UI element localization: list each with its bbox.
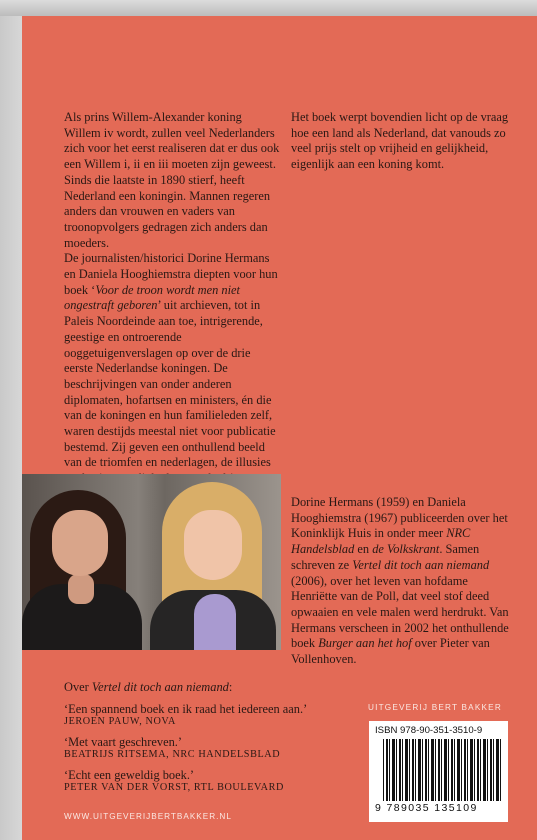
about-heading bbox=[64, 680, 364, 696]
review-quote bbox=[64, 702, 364, 728]
about-book-title: Vertel dit toch aan niemand bbox=[91, 680, 229, 694]
quote-text: ‘Met vaart geschreven.’ bbox=[64, 734, 182, 749]
quote-source: JEROEN PAUW, NOVA bbox=[64, 715, 176, 727]
author-bio bbox=[291, 495, 509, 668]
blurb-column-2 bbox=[291, 110, 509, 173]
book-title: Vertel dit toch aan niemand bbox=[352, 557, 490, 572]
blurb-text: De journalisten/historici Dorine Hermans en Daniela Hooghiemstra diepten voor hun boek ‘ bbox=[64, 251, 278, 297]
quote-text: ‘Echt een geweldig boek.’ bbox=[64, 767, 195, 782]
author-photo bbox=[22, 474, 281, 650]
blurb-text: ’ uit archieven, tot in Paleis Noordeinde aan toe, intrigerende, geestige en ontroerende ooggetuigenverslagen op over de drie eerste Nederlandse koningen. De beschrijvingen van onder anderen diplomaten, hofartsen en ministers, én die van de koningen en hun familieleden zelf, waren destijds meestal niet voor publicatie bestemd. Zij geven een onthullend beeld van de triomfen en nederlagen, de illusies bbox=[64, 298, 276, 470]
newspaper-name: de Volkskrant bbox=[372, 542, 440, 557]
barcode-box bbox=[369, 721, 508, 822]
about-prefix: Over bbox=[64, 680, 92, 694]
book-title: Voor de troon wordt men niet ongestraft geboren bbox=[64, 282, 240, 313]
author-2-shirt bbox=[194, 594, 236, 650]
review-quotes bbox=[64, 680, 364, 801]
quote-source: PETER VAN DER VORST, RTL BOULEVARD bbox=[64, 781, 284, 793]
isbn-number: ISBN 978-90-351-3510-9 bbox=[375, 725, 483, 736]
publisher-website: WWW.UITGEVERIJBERTBAKKER.NL bbox=[64, 812, 232, 821]
author-1-neck bbox=[68, 574, 94, 604]
bio-text: . Samen schreven ze bbox=[291, 542, 480, 572]
quote-source: BEATRIJS RITSEMA, NRC HANDELSBLAD bbox=[64, 748, 281, 760]
blurb-paragraph-3: Het boek werpt bovendien licht op de vraag hoe een land als Nederland, dat vanouds zo veel prijs stelt op vrijheid en gelijkheid, eigenlijk aan een koning komt. bbox=[291, 110, 509, 172]
book-title: Burger aan het hof bbox=[318, 636, 412, 651]
author-2-face bbox=[184, 510, 242, 580]
quote-text: ‘Een spannend boek en ik raad het iedereen aan.’ bbox=[64, 701, 308, 716]
bio-text: en bbox=[354, 542, 373, 557]
author-1-face bbox=[52, 510, 108, 576]
about-suffix: : bbox=[228, 680, 233, 694]
author-bio-text bbox=[291, 495, 509, 668]
barcode-digits: 9 789035 135109 bbox=[375, 802, 478, 814]
publisher-name: UITGEVERIJ BERT BAKKER bbox=[368, 703, 502, 712]
bio-text: over Pieter van Vollenhoven. bbox=[291, 636, 490, 667]
bio-text: (2006), over het leven van hofdame Henriëtte van de Poll, dat veel stof deed opwaaien en vele malen werd herdrukt. Van Hermans verscheen in 2002 het onthullende boek bbox=[291, 573, 509, 651]
blurb-paragraph-1: Als prins Willem-Alexander koning Willem iv wordt, zullen veel Nederlanders zich voor het eerst realiseren dat er dus ook een Willem i, ii en iii moeten zijn geweest. Sinds die laatste in 1890 stierf, heeft Nederland een koningin. Mannen regeren anders dan vrouwen en vaders van troonopvolgers gedragen zich anders dan moeders. bbox=[64, 110, 280, 250]
bio-text: Dorine Hermans (1959) en Daniela Hooghiemstra (1967) publiceerden over het Koninklijk Huis in onder meer bbox=[291, 495, 508, 541]
barcode-bars bbox=[383, 739, 502, 801]
review-quote bbox=[64, 768, 364, 794]
review-quote bbox=[64, 735, 364, 761]
newspaper-name: NRC Handelsblad bbox=[291, 526, 471, 557]
